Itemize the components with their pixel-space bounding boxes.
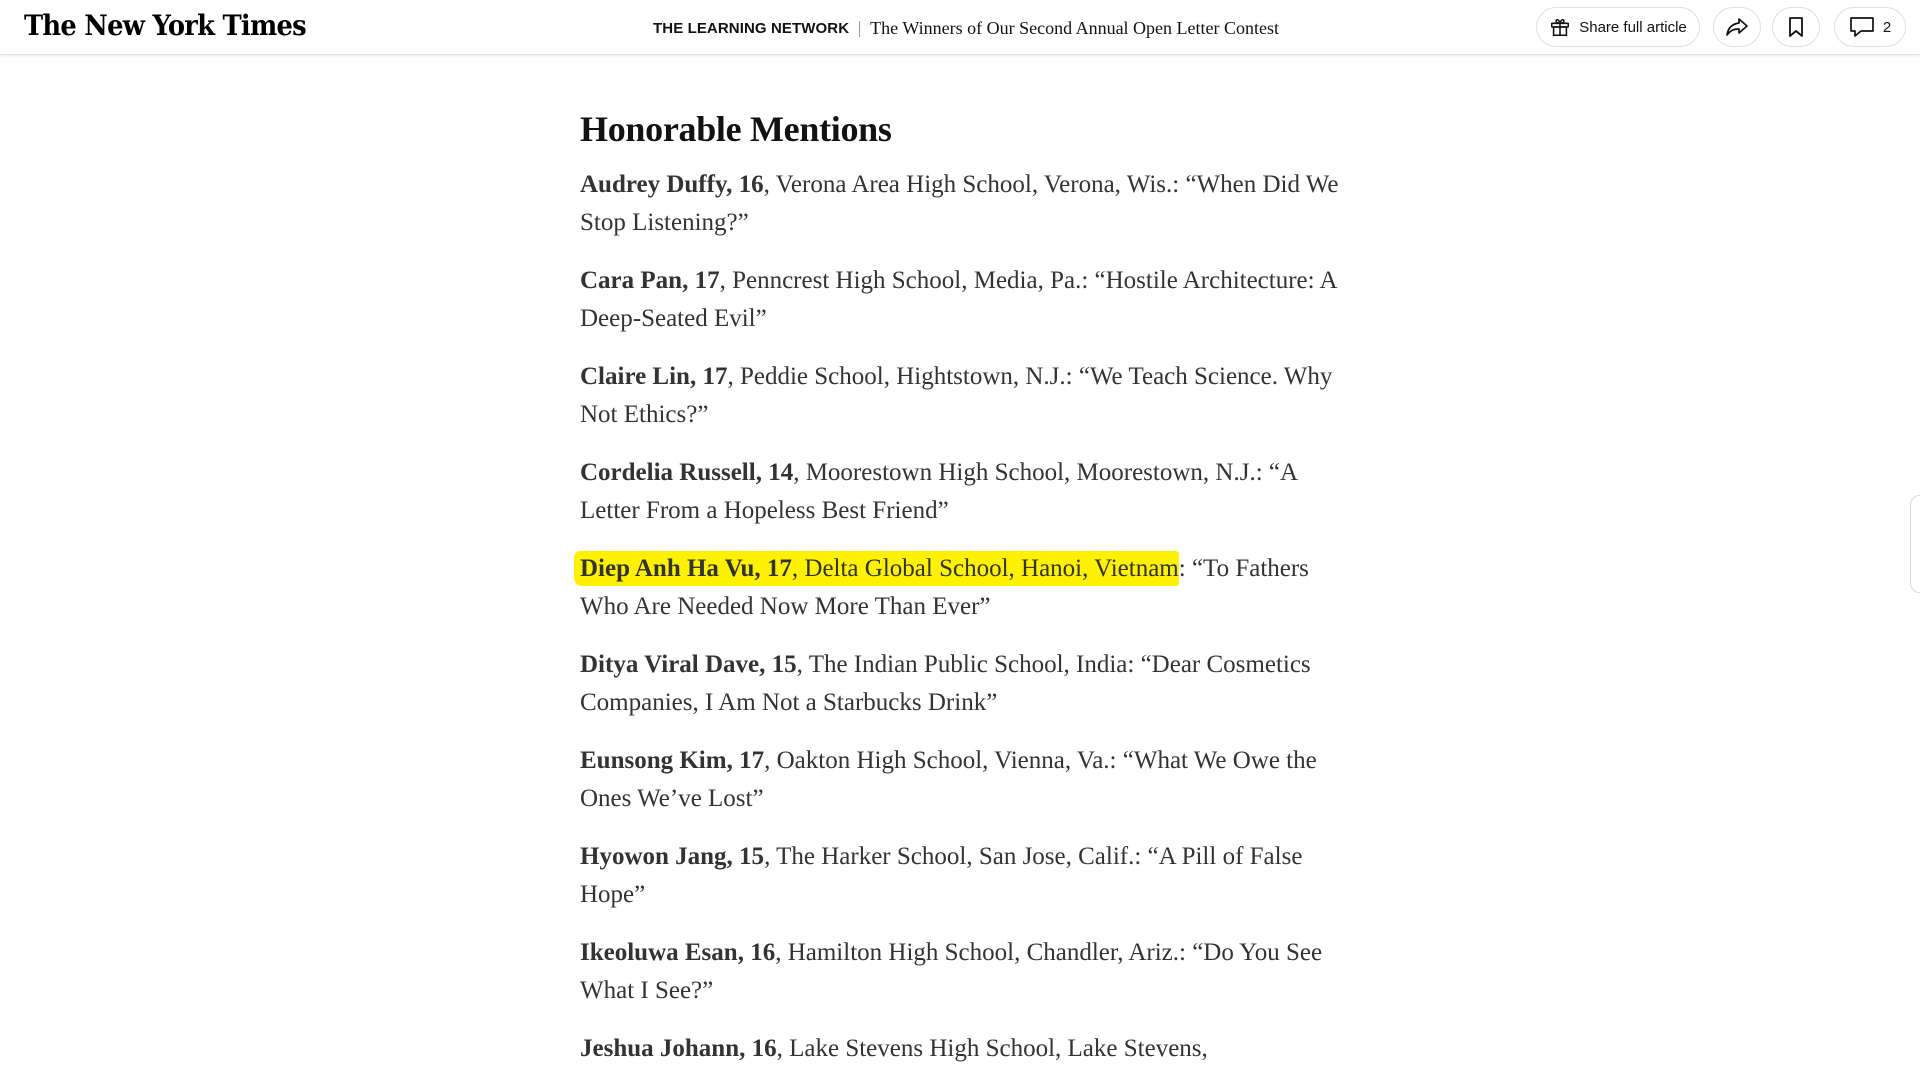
bookmark-icon (1788, 16, 1804, 38)
mention-details: , The Indian Public School, India: “Dear Cosmetics Companies, I Am Not a Starbucks Drink” (580, 651, 1311, 716)
article-title-bar (653, 18, 1279, 39)
mention-item (580, 166, 1360, 242)
mention-details: , Penncrest High School, Media, Pa.: “Hostile Architecture: A Deep-Seated Evil” (580, 267, 1337, 332)
mention-details: , Oakton High School, Vienna, Va.: “What We Owe the Ones We’ve Lost” (580, 747, 1317, 812)
side-scroll-tab[interactable] (1910, 495, 1920, 593)
mention-details: : “To Fathers Who Are Needed Now More Than Ever” (580, 555, 1309, 620)
gift-icon (1549, 16, 1571, 38)
mention-details: , Moorestown High School, Moorestown, N.J.: “A Letter From a Hopeless Best Friend” (580, 459, 1297, 524)
share-arrow-icon (1725, 16, 1749, 38)
mention-name: Hyowon Jang, 15 (580, 843, 765, 870)
nyt-logo[interactable]: The New York Times (24, 9, 306, 42)
share-button[interactable] (1713, 7, 1761, 47)
mention-item (580, 1030, 1360, 1068)
comment-bubble-icon (1849, 16, 1875, 38)
mention-name: Ditya Viral Dave, 15 (580, 651, 797, 678)
mention-item-highlighted (580, 550, 1360, 626)
section-heading: Honorable Mentions (580, 109, 892, 149)
mention-name: Cordelia Russell, 14 (580, 459, 794, 486)
mention-item (580, 646, 1360, 722)
mention-item (580, 838, 1360, 914)
mention-item (580, 454, 1360, 530)
share-full-article-button[interactable] (1536, 7, 1700, 47)
mention-name: Ikeoluwa Esan, 16 (580, 939, 776, 966)
mention-name: Jeshua Johann, 16 (580, 1035, 777, 1062)
article-headline: The Winners of Our Second Annual Open Letter Contest (870, 18, 1280, 38)
article-body (580, 108, 1360, 1088)
mention-details: , Peddie School, Hightstown, N.J.: “We Teach Science. Why Not Ethics?” (580, 363, 1333, 428)
share-full-article-label: Share full article (1579, 18, 1687, 36)
title-divider (859, 21, 860, 37)
save-bookmark-button[interactable] (1772, 7, 1820, 47)
text-highlight (574, 551, 1179, 586)
mention-details: , Hamilton High School, Chandler, Ariz.: “Do You See What I See?” (580, 939, 1323, 1004)
top-bar (0, 0, 1920, 55)
mention-name: Cara Pan, 17 (580, 267, 720, 294)
comments-button[interactable] (1834, 7, 1906, 47)
mention-item (580, 934, 1360, 1010)
mention-item (580, 742, 1360, 818)
mention-details: , Lake Stevens High School, Lake Stevens, (776, 1035, 1208, 1062)
mention-item (580, 358, 1360, 434)
mention-name: Audrey Duffy, 16 (580, 171, 764, 198)
section-label[interactable]: THE LEARNING NETWORK (653, 20, 850, 37)
mention-name: Claire Lin, 17 (580, 363, 728, 390)
mention-details: , The Harker School, San Jose, Calif.: “A Pill of False Hope” (580, 843, 1303, 908)
mention-name: Eunsong Kim, 17 (580, 747, 765, 774)
mention-details-highlighted: , Delta Global School, Hanoi, Vietnam (791, 555, 1179, 582)
mention-item (580, 262, 1360, 338)
mention-details: , Verona Area High School, Verona, Wis.: “When Did We Stop Listening?” (580, 171, 1339, 236)
comments-count: 2 (1882, 18, 1892, 36)
mention-name: Diep Anh Ha Vu, 17 (580, 555, 792, 582)
